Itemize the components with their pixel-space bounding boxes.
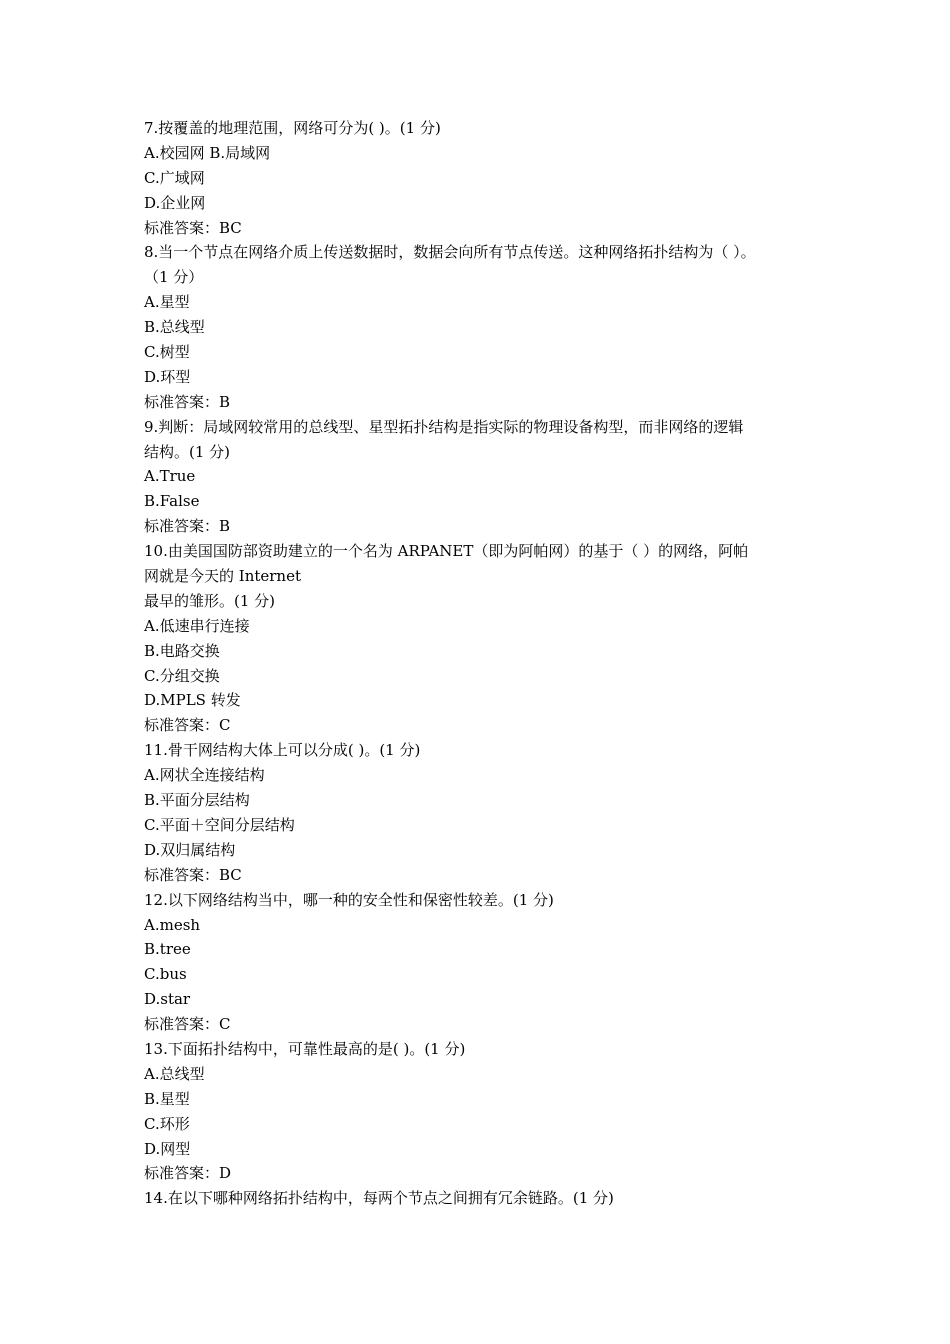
q9-question-cont: 结构。(1 分) <box>144 442 231 461</box>
q8-option-a: A.星型 <box>144 293 190 312</box>
q11-question: 11.骨干网结构大体上可以分成( )。(1 分) <box>144 741 421 760</box>
q14-question: 14.在以下哪种网络拓扑结构中，每两个节点之间拥有冗余链路。(1 分) <box>144 1189 614 1208</box>
q8-question-score: （1 分） <box>144 268 204 287</box>
q7-option-c: C.广域网 <box>144 168 205 187</box>
q8-option-c: C.树型 <box>144 343 190 362</box>
q10-question-cont-2: 最早的雏形。(1 分) <box>144 591 276 610</box>
question-list <box>144 116 814 1211</box>
q11-option-d: D.双归属结构 <box>144 840 236 859</box>
q7-question: 7.按覆盖的地理范围，网络可分为( )。(1 分) <box>144 119 441 137</box>
q13-option-d: D.网型 <box>144 1139 191 1158</box>
q9-option-b: B.False <box>144 492 200 511</box>
q13-option-c: C.环形 <box>144 1114 190 1133</box>
q8-question: 8.当一个节点在网络介质上传送数据时，数据会向所有节点传送。这种网络拓扑结构为（ ）。 <box>144 243 756 262</box>
q10-question-cont-1: 网就是今天的 Internet <box>144 567 301 586</box>
q12-question: 12.以下网络结构当中，哪一种的安全性和保密性较差。(1 分) <box>144 890 554 909</box>
q13-option-a: A.总线型 <box>144 1064 205 1083</box>
q8-option-b: B.总线型 <box>144 318 205 337</box>
q7-option-a-b: A.校园网 B.局域网 <box>144 143 271 162</box>
q13-answer: 标准答案：D <box>144 1164 232 1183</box>
q8-option-d: D.环型 <box>144 367 191 386</box>
q7-answer: 标准答案：BC <box>144 218 242 237</box>
q12-option-d: D.star <box>144 990 191 1009</box>
q12-answer: 标准答案：C <box>144 1015 231 1034</box>
q10-option-a: A.低速串行连接 <box>144 616 250 635</box>
q12-option-c: C.bus <box>144 965 187 984</box>
q8-answer: 标准答案：B <box>144 392 231 411</box>
q10-option-d: D.MPLS 转发 <box>144 691 241 710</box>
q10-option-c: C.分组交换 <box>144 666 220 685</box>
q12-option-b: B.tree <box>144 940 191 959</box>
q13-option-b: B.星型 <box>144 1089 190 1108</box>
q13-question: 13.下面拓扑结构中，可靠性最高的是( )。(1 分) <box>144 1039 466 1058</box>
q10-answer: 标准答案：C <box>144 716 231 735</box>
q11-option-b: B.平面分层结构 <box>144 791 250 810</box>
q11-option-c: C.平面＋空间分层结构 <box>144 815 295 834</box>
q9-answer: 标准答案：B <box>144 517 231 536</box>
q12-option-a: A.mesh <box>144 915 201 934</box>
q10-option-b: B.电路交换 <box>144 641 220 660</box>
q9-question: 9.判断：局域网较常用的总线型、星型拓扑结构是指实际的物理设备构型，而非网络的逻辑 <box>144 417 744 436</box>
q11-option-a: A.网状全连接结构 <box>144 766 265 785</box>
q9-option-a: A.True <box>144 467 196 486</box>
q11-answer: 标准答案：BC <box>144 865 242 884</box>
q10-question: 10.由美国国防部资助建立的一个名为 ARPANET（即为阿帕网）的基于（ ）的网络，阿帕 <box>144 542 749 561</box>
q7-option-d: D.企业网 <box>144 193 206 212</box>
